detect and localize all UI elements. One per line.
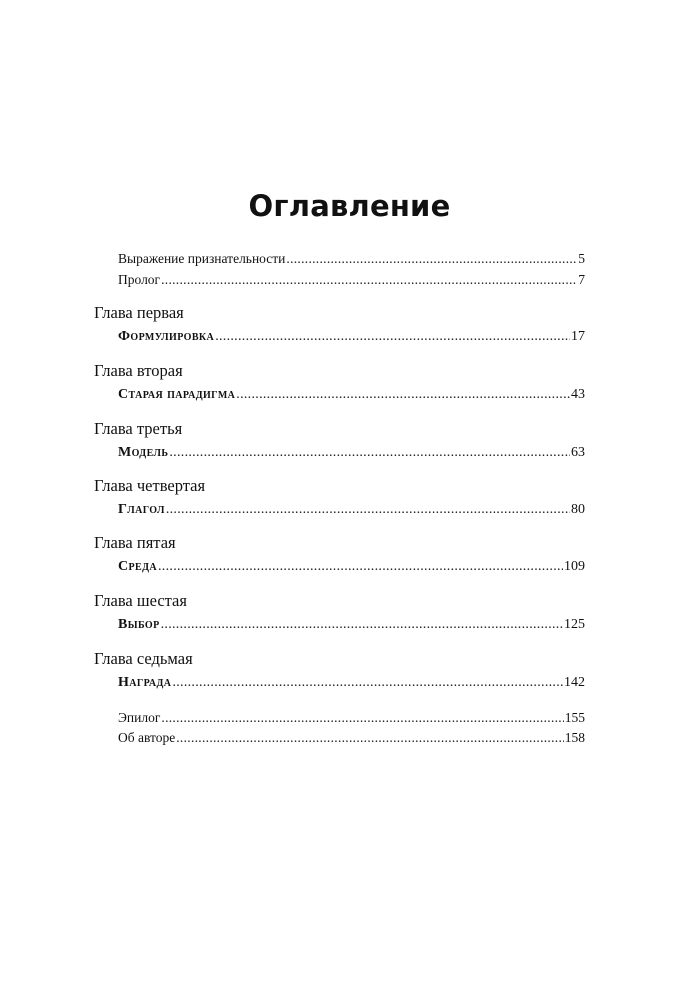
dot-leader xyxy=(166,500,570,520)
toc-entry-chapter-7 xyxy=(118,673,585,693)
toc-entry-acknowledgements xyxy=(118,249,585,269)
toc-entry-label: Модель xyxy=(118,445,169,460)
toc-entry-page: 155 xyxy=(564,710,585,725)
toc-entry-label: Об авторе xyxy=(118,730,176,745)
toc-entry-chapter-3 xyxy=(118,443,585,463)
dot-leader xyxy=(169,443,570,463)
toc-entry-label: Пролог xyxy=(118,272,161,287)
toc-entry-page: 5 xyxy=(578,251,585,266)
toc-entry-label: Среда xyxy=(118,559,157,574)
toc-entry-chapter-2 xyxy=(118,385,585,405)
dot-leader xyxy=(176,728,564,748)
toc-entry-chapter-6 xyxy=(118,615,585,635)
toc-entry-prologue xyxy=(118,270,585,290)
toc-entry-page: 125 xyxy=(564,617,585,632)
chapter-heading-3: Глава третья xyxy=(94,419,183,438)
toc-entry-page: 142 xyxy=(564,675,585,690)
toc-entry-epilogue xyxy=(118,708,585,728)
toc-entry-chapter-4 xyxy=(118,500,585,520)
dot-leader xyxy=(172,673,563,693)
toc-entry-page: 7 xyxy=(578,272,585,287)
toc-entry-page: 17 xyxy=(571,329,585,344)
toc-entry-page: 43 xyxy=(571,387,585,402)
chapter-heading-2: Глава вторая xyxy=(94,361,183,380)
toc-entry-page: 158 xyxy=(564,730,585,745)
toc-entry-page: 80 xyxy=(571,502,585,517)
chapter-heading-7: Глава седьмая xyxy=(94,649,193,668)
dot-leader xyxy=(161,270,577,290)
chapter-heading-4: Глава четвертая xyxy=(94,476,206,495)
toc-entry-label: Старая парадигма xyxy=(118,387,236,402)
dot-leader xyxy=(161,708,563,728)
dot-leader xyxy=(286,249,577,269)
dot-leader xyxy=(215,327,570,347)
toc-entry-label: Глагол xyxy=(118,502,165,517)
toc-entry-page: 109 xyxy=(564,559,585,574)
toc-entry-label: Награда xyxy=(118,675,172,690)
toc-entry-label: Эпилог xyxy=(118,710,161,725)
toc-entry-page: 63 xyxy=(571,445,585,460)
toc-title: Оглавление xyxy=(248,189,451,223)
dot-leader xyxy=(236,385,570,405)
toc-entry-label: Выбор xyxy=(118,617,160,632)
chapter-heading-5: Глава пятая xyxy=(94,533,176,552)
toc-entry-about-author xyxy=(118,728,585,748)
chapter-heading-1: Глава первая xyxy=(94,303,184,322)
toc-entry-label: Выражение признательности xyxy=(118,251,286,266)
toc-entry-chapter-5 xyxy=(118,557,585,577)
toc-entry-chapter-1 xyxy=(118,327,585,347)
dot-leader xyxy=(158,557,563,577)
dot-leader xyxy=(161,615,563,635)
toc-entry-label: Формулировка xyxy=(118,329,215,344)
chapter-heading-6: Глава шестая xyxy=(94,591,187,610)
